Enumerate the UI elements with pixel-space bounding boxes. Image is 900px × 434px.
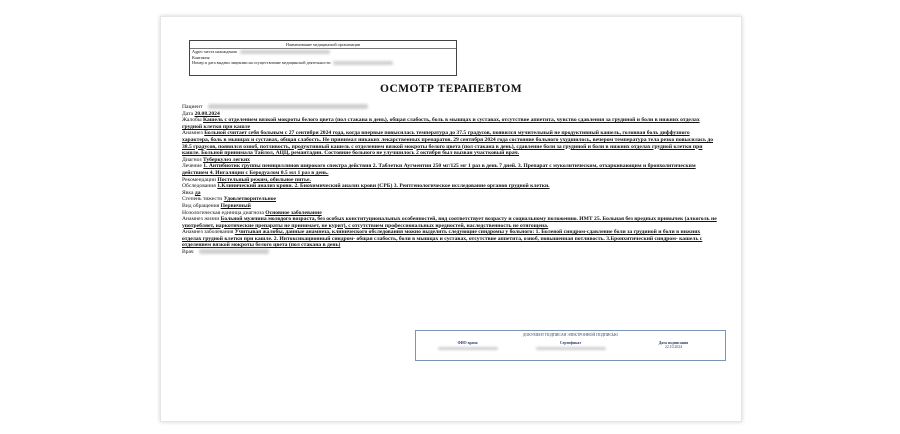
complaints-label: Жалобы bbox=[182, 117, 202, 124]
redacted-signer-name bbox=[438, 347, 498, 350]
electronic-signature-stamp bbox=[415, 330, 726, 361]
doctor-row bbox=[182, 249, 718, 256]
anamnesis-row bbox=[182, 130, 718, 156]
exams-value: 1.Клинический анализ крови. 2. Биохимический анализ крови (СРБ) 3. Рентгенологическое исследование органов грудной клетки. bbox=[217, 183, 550, 190]
redacted-patient-name bbox=[208, 104, 368, 109]
redacted-doctor-name bbox=[199, 249, 269, 254]
org-address-label: Адрес места нахождения bbox=[192, 49, 237, 55]
redacted-certificate bbox=[536, 347, 606, 350]
treatment-label: Лечение bbox=[182, 163, 202, 170]
signature-col-cert bbox=[526, 341, 616, 351]
appearance-row bbox=[182, 190, 718, 197]
visit-type-label: Вид обращения bbox=[182, 202, 220, 209]
patient-row bbox=[182, 104, 718, 111]
date-value: 20.08.2024 bbox=[194, 110, 220, 117]
document-sheet bbox=[160, 16, 742, 422]
treatment-value: 1. Антибиотик группы пенициллинов широкого спектра действия 2. Таблетки Аугментин 250 мг/125 мг 1 раз в день 7 дней. 3. Препарат с муколитическим, отхаркивающим и бронхолитическим действием 4. Ингаляции с Беродуалом 0.5 мл 1 раз в день. bbox=[182, 163, 696, 176]
diagnosis-value: Туберкулез легких bbox=[203, 156, 250, 163]
recommendations-value: Постельный режим, обильное питье. bbox=[217, 176, 311, 183]
visit-type-row bbox=[182, 203, 718, 210]
anamnesis-value: Больной считает себя больным с 27 сентября 2024 года, когда впервые повысилась температура до 37.5 градусов, появился мучительный не продуктивный кашель, головная боль диффузного характера, боль в мышцах и суставах, общая слабость. Не принимал никаких лекарственных препаратов. 29 сентября 2024 года состояние больного ухудшилось, вечером температура тела резко повысилась до 38.5 градусов, появился озноб, потливость, продуктивный кашель с отделением вязкой мокроты белого цвета (пол стакана в день), сдавление боли за грудиной и боли в нижних отделах грудной клетки при кашле. Больной принимала Тайлол, АЦЦ, ремантадин. Состояние больного не улучшилось 2 октября был вызван участковый врач. bbox=[182, 130, 714, 157]
disease-anamnesis-row bbox=[182, 229, 718, 249]
signature-columns bbox=[416, 341, 725, 351]
signature-title: ДОКУМЕНТ ПОДПИСАН ЭЛЕКТРОННОЙ ПОДПИСЬЮ bbox=[522, 333, 619, 337]
life-anamnesis-label: Анамнез жизни bbox=[182, 216, 220, 223]
appearance-value: да bbox=[194, 189, 201, 196]
date-label: Дата bbox=[182, 110, 194, 117]
signature-cert-label: Сертификат bbox=[559, 341, 582, 345]
redacted-license bbox=[333, 61, 393, 65]
recommendations-label: Рекомендации bbox=[182, 176, 216, 183]
anamnesis-label: Анамнез bbox=[182, 130, 203, 137]
life-anamnesis-value: Больной мужчина молодого возраста, без особых конституциональных особенностей, вид соответствует возрасту и социальному положению. ИМТ 25. Больная без вредных привычек (алкоголь не употребляет, наркотические препараты не принимает, не курит), с отсутствием профессиональных вредностей, наследственность не отягощена. bbox=[182, 216, 717, 229]
signature-col-name bbox=[423, 341, 513, 351]
treatment-row bbox=[182, 163, 718, 176]
severity-row bbox=[182, 196, 718, 203]
page-title: ОСМОТР ТЕРАПЕВТОМ bbox=[380, 83, 522, 95]
signature-date-value: 22.10.2024 bbox=[664, 345, 683, 349]
visit-type-value: Первичный bbox=[220, 202, 251, 209]
patient-label: Пациент bbox=[182, 104, 203, 110]
signature-col-date bbox=[629, 341, 719, 351]
diagnosis-label: Диагноз bbox=[182, 156, 202, 163]
signature-name-label: ФИО врача bbox=[457, 341, 478, 345]
exams-row bbox=[182, 183, 718, 190]
exams-label: Обследования bbox=[182, 183, 216, 190]
severity-value: Удовлетворительное bbox=[223, 196, 277, 203]
org-license-label: Номер и дата выдачи лицензии на осуществление медицинской деятельности bbox=[192, 60, 331, 66]
life-anamnesis-row bbox=[182, 216, 718, 229]
signature-date-label: Дата подписания bbox=[658, 341, 689, 345]
org-license-line bbox=[190, 60, 456, 66]
disease-anamnesis-label: Анамнез заболевания bbox=[182, 229, 234, 236]
nosology-value: Основное заболевание bbox=[265, 209, 322, 216]
redacted-address bbox=[240, 50, 330, 54]
org-contacts-label: Контакты: bbox=[192, 54, 211, 60]
organization-block bbox=[189, 40, 457, 76]
complaints-value: Кашель с отделением вязкой мокроты белого цвета (пол стакана в день), общая слабость, боль в мышцах и суставах, отсутствие аппетита, чувство сдавления за грудиной и боли в нижних отделах грудной клетки при кашле bbox=[182, 117, 700, 130]
disease-anamnesis-value: Учитывая жалобы, данные анамнеза, клинического обследования можно выделить следующие синдромы у больного: 1. Болевой синдром-сдавление боли за грудиной и боли в нижних отделах грудной клетки при кашле. 2. Интоксикационный синдром- общая слабость, боли в мышцах и суставах, отсутствие аппетита, озноб, повышенная потливость. 3.Бронхитический синдром- кашель с отделением вязкой мокроты белого цвета (пол стакана в день) bbox=[182, 229, 703, 249]
exam-body bbox=[182, 104, 718, 256]
org-header: Наименование медицинской организации bbox=[190, 41, 456, 49]
nosology-label: Нозологическая единица диагноза bbox=[182, 209, 264, 216]
severity-label: Степень тяжести bbox=[182, 196, 223, 203]
appearance-label: Явка bbox=[182, 189, 194, 196]
complaints-row bbox=[182, 117, 718, 130]
doctor-label: Врач bbox=[182, 249, 194, 256]
